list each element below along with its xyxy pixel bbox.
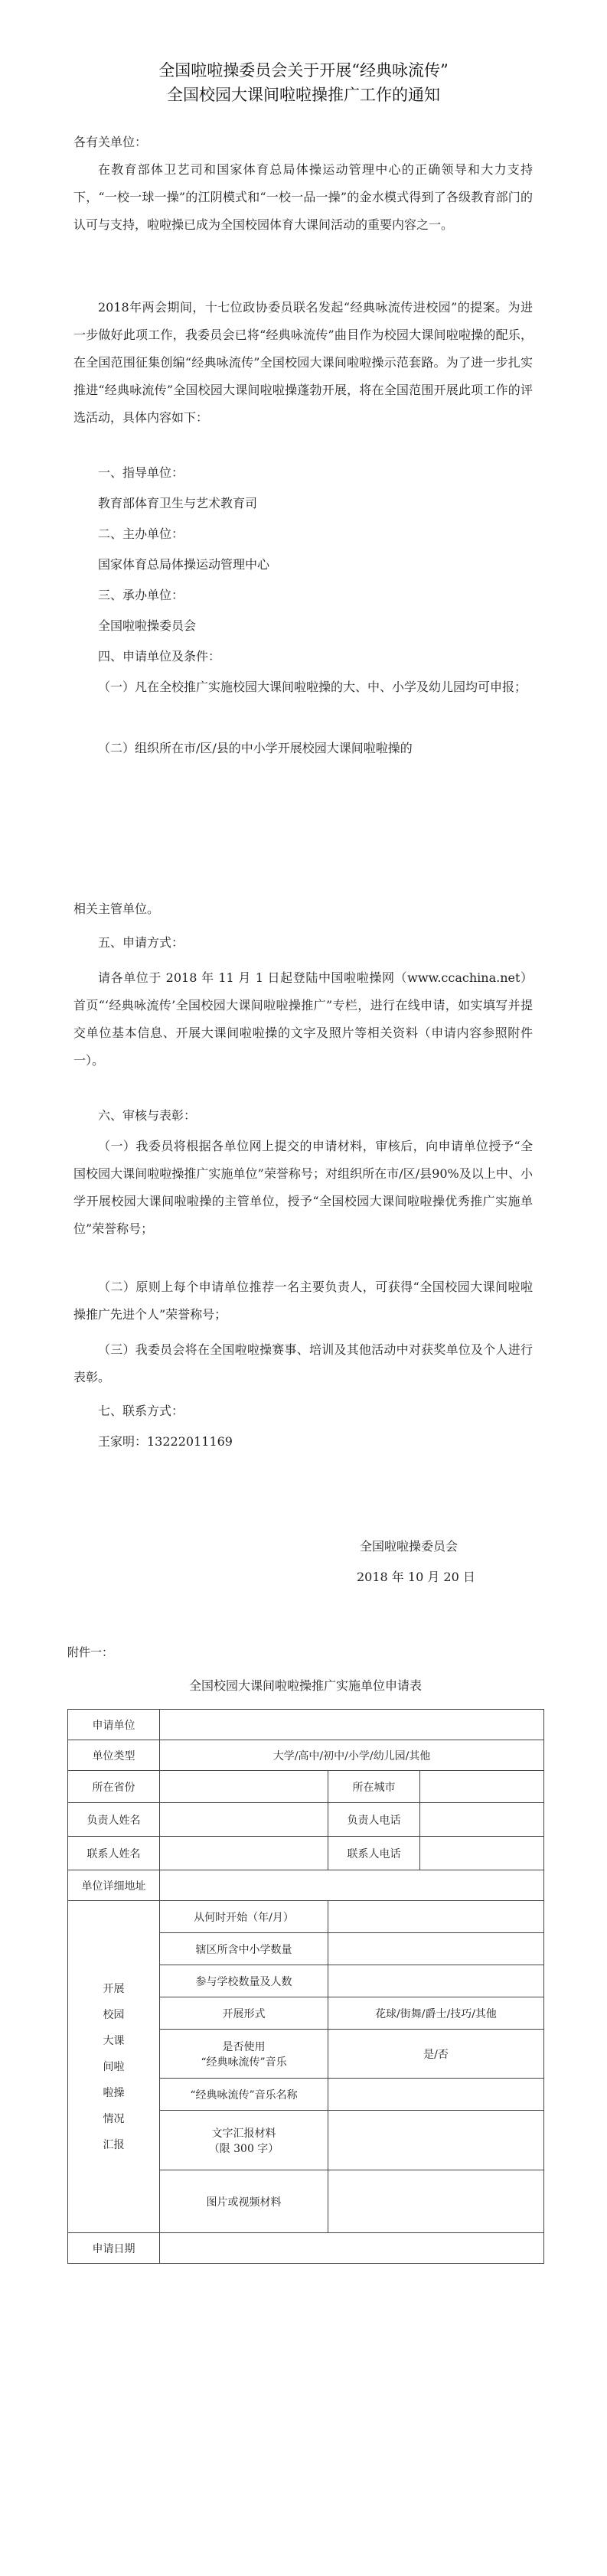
city-label: 所在城市 bbox=[328, 1771, 420, 1803]
participating-value[interactable] bbox=[328, 1965, 544, 1997]
person-name-value[interactable] bbox=[160, 1803, 328, 1837]
text-material-label-line1: 文字汇报材料 bbox=[211, 2127, 276, 2140]
unit-type-options[interactable]: 大学/高中/初中/小学/幼儿园/其他 bbox=[160, 1740, 544, 1771]
contact-name-value[interactable] bbox=[160, 1837, 328, 1870]
report-label-char: 啦操 bbox=[103, 2086, 125, 2099]
notice-title-line1: 全国啦啦操委员会关于开展“经典咏流传” bbox=[158, 61, 449, 80]
form-options[interactable]: 花球/街舞/爵士/技巧/其他 bbox=[328, 1997, 544, 2030]
apply-date-label: 申请日期 bbox=[68, 2233, 160, 2264]
paragraph-proposal: 2018年两会期间，十七位政协委员联名发起“经典咏流传进校园”的提案。为进一步做好此项工作，我委员会已将“经典咏流传”曲目作为校园大课间啦啦操的配乐，在全国范围征集创编“经典咏流传”全国校园大课间啦啦操示范套路。为了进一步扎实推进“经典咏流传”全国校园大课间啦啦操蓬勃开展，将在全国范围开展此项工作的评选活动，具体内容如下： bbox=[73, 300, 533, 425]
contact-name-label: 联系人姓名 bbox=[68, 1837, 160, 1870]
person-phone-label: 负责人电话 bbox=[328, 1803, 420, 1837]
section-6-item-1: （一）我委员将根据各单位网上提交的申请材料，审核后，向申请单位授予“全国校园大课间啦啦操推广实施单位”荣誉称号；对组织所在市/区/县90%及以上中、小学开展校园大课间啦啦操的主管单位，授予“全国校园大课间啦啦操优秀推广实施单位”荣誉称号； bbox=[73, 1139, 533, 1236]
use-music-label bbox=[160, 2030, 328, 2079]
section-4-item-2b: 相关主管单位。 bbox=[73, 902, 160, 916]
person-phone-value[interactable] bbox=[420, 1803, 544, 1837]
application-form-table bbox=[67, 1709, 544, 2264]
report-label-char: 校园 bbox=[103, 2008, 125, 2021]
address-value[interactable] bbox=[160, 1870, 544, 1901]
apply-date-value[interactable] bbox=[160, 2233, 544, 2264]
applicant-value[interactable] bbox=[160, 1710, 544, 1740]
attachment-label: 附件一： bbox=[67, 1645, 114, 1659]
section-6-item-3: （三）我委员会将在全国啦啦操赛事、培训及其他活动中对获奖单位及个人进行表彰。 bbox=[73, 1342, 533, 1384]
paragraph-intro: 在教育部体卫艺司和国家体育总局体操运动管理中心的正确领导和大力支持下，“一校一球一操”的江阴模式和“一校一品一操”的金水模式得到了各级教育部门的认可与支持，啦啦操已成为全国校园体育大课间活动的重要内容之一。 bbox=[73, 162, 533, 232]
participating-label: 参与学校数量及人数 bbox=[160, 1965, 328, 1997]
use-music-label-line1: 是否使用 bbox=[222, 2040, 266, 2053]
province-value[interactable] bbox=[160, 1771, 328, 1803]
section-2-text: 国家体育总局体操运动管理中心 bbox=[98, 557, 270, 572]
start-time-label: 从何时开始（年/月） bbox=[160, 1901, 328, 1933]
form-label: 开展形式 bbox=[160, 1997, 328, 2030]
unit-type-label: 单位类型 bbox=[68, 1740, 160, 1771]
report-section-label bbox=[68, 1901, 160, 2233]
section-4-item-2a: （二）组织所在市/区/县的中小学开展校园大课间啦啦操的 bbox=[98, 741, 413, 755]
section-5-text: 请各单位于 2018 年 11 月 1 日起登陆中国啦啦操网（www.ccachina.net）首页“‘经典咏流传’全国校园大课间啦啦操推广”专栏，进行在线申请，如实填写并提交单位基本信息、开展大课间啦啦操的文字及照片等相关资料（申请内容参照附件一）。 bbox=[73, 970, 533, 1068]
start-time-value[interactable] bbox=[328, 1901, 544, 1933]
district-schools-label: 辖区所含中小学数量 bbox=[160, 1933, 328, 1965]
report-label-char: 汇报 bbox=[103, 2138, 125, 2151]
section-7-title: 七、联系方式： bbox=[98, 1404, 184, 1418]
city-value[interactable] bbox=[420, 1771, 544, 1803]
salutation: 各有关单位： bbox=[73, 135, 148, 149]
applicant-label: 申请单位 bbox=[68, 1710, 160, 1740]
report-label-char: 情况 bbox=[103, 2112, 125, 2125]
person-name-label: 负责人姓名 bbox=[68, 1803, 160, 1837]
photo-material-value[interactable] bbox=[328, 2170, 544, 2233]
music-name-value[interactable] bbox=[328, 2079, 544, 2111]
section-1-title: 一、指导单位： bbox=[98, 465, 184, 480]
section-2-title: 二、主办单位： bbox=[98, 527, 184, 541]
report-label-char: 间啦 bbox=[103, 2060, 125, 2073]
district-schools-value[interactable] bbox=[328, 1933, 544, 1965]
section-4-item-1: （一）凡在全校推广实施校园大课间啦啦操的大、中、小学及幼儿园均可申报； bbox=[98, 680, 527, 694]
text-material-value[interactable] bbox=[328, 2111, 544, 2170]
notice-title-line2: 全国校园大课间啦啦操推广工作的通知 bbox=[167, 86, 440, 104]
section-6-item-2: （二）原则上每个申请单位推荐一名主要负责人，可获得“全国校园大课间啦啦操推广先进个人”荣誉称号； bbox=[73, 1280, 533, 1322]
section-3-title: 三、承办单位： bbox=[98, 588, 184, 602]
text-material-label bbox=[160, 2111, 328, 2170]
use-music-yes-no[interactable]: 是/否 bbox=[328, 2030, 544, 2079]
music-name-label: “经典咏流传”音乐名称 bbox=[160, 2079, 328, 2111]
contact-phone-value[interactable] bbox=[420, 1837, 544, 1870]
report-label-char: 开展 bbox=[103, 1982, 125, 1995]
section-1-text: 教育部体育卫生与艺术教育司 bbox=[98, 496, 258, 510]
contact-phone-label: 联系人电话 bbox=[328, 1837, 420, 1870]
report-label-char: 大课 bbox=[103, 2034, 125, 2047]
use-music-label-line2: “经典咏流传”音乐 bbox=[201, 2056, 287, 2069]
section-4-title: 四、申请单位及条件： bbox=[98, 649, 221, 664]
text-material-label-line2: （限 300 字） bbox=[208, 2142, 279, 2155]
province-label: 所在省份 bbox=[68, 1771, 160, 1803]
photo-material-label: 图片或视频材料 bbox=[160, 2170, 328, 2233]
form-title: 全国校园大课间啦啦操推广实施单位申请表 bbox=[188, 1678, 422, 1693]
contact-info: 王家明：13222011169 bbox=[98, 1434, 233, 1449]
signature-org: 全国啦啦操委员会 bbox=[360, 1539, 459, 1554]
signature-date: 2018 年 10 月 20 日 bbox=[357, 1570, 475, 1584]
section-6-title: 六、审核与表彰： bbox=[98, 1108, 197, 1123]
section-3-text: 全国啦啦操委员会 bbox=[98, 618, 197, 633]
address-label: 单位详细地址 bbox=[68, 1870, 160, 1901]
section-5-title: 五、申请方式： bbox=[98, 935, 184, 950]
